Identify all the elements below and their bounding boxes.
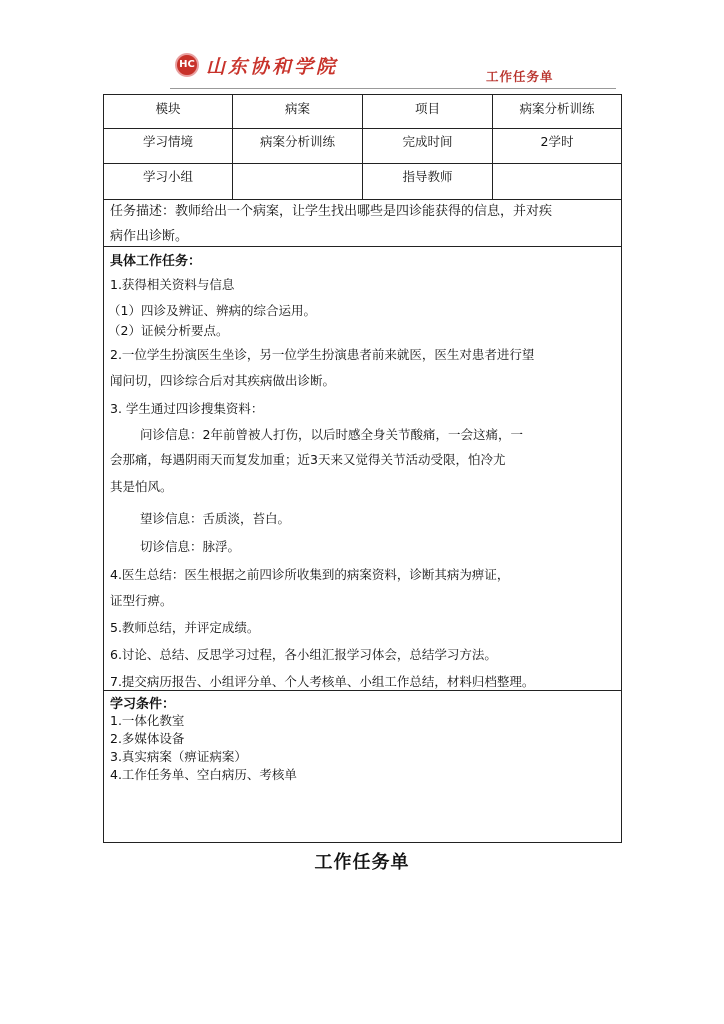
header-divider (170, 88, 616, 89)
description-line: 病作出诊断。 (110, 229, 189, 244)
conditions-heading: 学习条件： (110, 697, 176, 712)
learning-conditions-section (104, 691, 621, 841)
task-line: 7.提交病历报告、小组评分单、个人考核单、小组工作总结，材料归档整理。 (110, 674, 535, 689)
task-line: 问诊信息：2年前曾被人打伤，以后时感全身关节酸痛，一会这痛，一 (140, 427, 523, 442)
condition-line: 2.多媒体设备 (110, 731, 185, 746)
school-name-logo: 山东协和学院 (206, 56, 339, 78)
info-cell: 病案 (233, 95, 363, 128)
task-line: 5.教师总结，并评定成绩。 (110, 620, 260, 635)
task-form (103, 94, 622, 843)
info-cell: 病案分析训练 (233, 128, 363, 163)
task-line: （2）证候分析要点。 (108, 323, 229, 338)
page-header (0, 0, 724, 92)
task-line: 会那痛，每遇阴雨天而复发加重；近3天来又觉得关节活动受限，怕冷尤 (110, 452, 506, 467)
task-line: （1）四诊及辨证、辨病的综合运用。 (108, 303, 316, 318)
task-line: 望诊信息：舌质淡，苔白。 (140, 511, 291, 526)
task-line: 2.一位学生扮演医生坐诊，另一位学生扮演患者前来就医，医生对患者进行望 (110, 347, 535, 362)
condition-line: 4.工作任务单、空白病历、考核单 (110, 767, 297, 782)
school-seal-logo: HC (175, 53, 199, 77)
info-cell: 指导教师 (363, 163, 493, 199)
footer-title: 工作任务单 (314, 852, 410, 873)
task-line: 闻问切，四诊综合后对其疾病做出诊断。 (110, 373, 336, 388)
condition-line: 3.真实病案（痹证病案） (110, 749, 247, 764)
task-line: 1.获得相关资料与信息 (110, 277, 235, 292)
info-row (104, 128, 621, 164)
task-line: 6.讨论、总结、反思学习过程，各小组汇报学习体会，总结学习方法。 (110, 647, 497, 662)
task-list-heading: 具体工作任务： (110, 254, 202, 269)
info-cell: 模块 (104, 95, 233, 128)
info-cell: 病案分析训练 (519, 101, 595, 116)
task-line: 证型行痹。 (110, 593, 173, 608)
task-line: 4.医生总结：医生根据之前四诊所收集到的病案资料，诊断其病为痹证， (110, 567, 510, 582)
header-title: 工作任务单 (486, 69, 554, 84)
info-cell: 2学时 (540, 134, 574, 149)
info-row (104, 95, 621, 129)
task-list-section (104, 247, 621, 691)
description-line: 任务描述：教师给出一个病案，让学生找出哪些是四诊能获得的信息，并对疾 (110, 204, 553, 219)
info-cell: 学习情境 (104, 128, 233, 163)
task-line: 切诊信息：脉浮。 (140, 539, 241, 554)
task-line: 其是怕风。 (110, 479, 173, 494)
task-description (104, 199, 621, 247)
info-cell: 项目 (363, 95, 493, 128)
info-cell: 完成时间 (363, 128, 493, 163)
condition-line: 1.一体化教室 (110, 713, 185, 728)
info-cell: 学习小组 (104, 163, 233, 199)
study-group-field[interactable] (233, 163, 363, 199)
task-line: 3. 学生通过四诊搜集资料： (110, 401, 264, 416)
instructor-field[interactable] (493, 163, 621, 199)
info-row (104, 163, 621, 200)
